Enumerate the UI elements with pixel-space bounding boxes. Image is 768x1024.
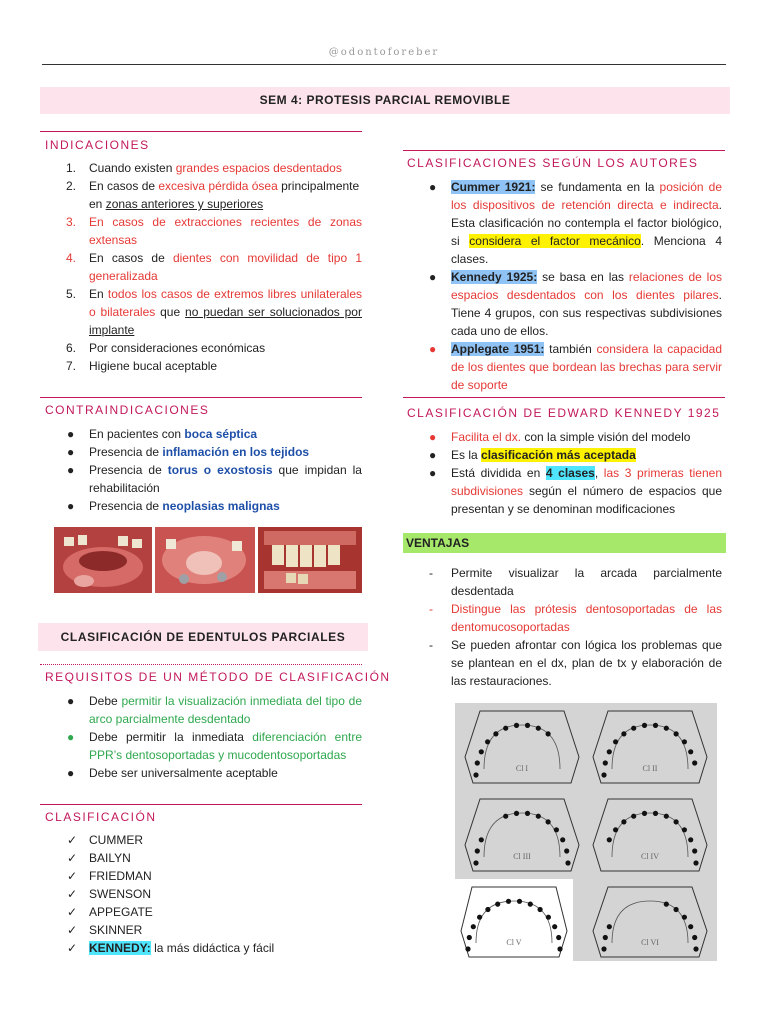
tooth-dot xyxy=(564,848,569,853)
tooth-dot xyxy=(465,946,470,951)
list-item: ● Presencia de torus o exostosis que impidan la rehabilitación xyxy=(67,463,362,495)
tooth-dot xyxy=(603,760,608,765)
list-item: ✓ CUMMER xyxy=(67,833,143,847)
tooth-dot xyxy=(525,723,530,728)
diagram-class-5 xyxy=(455,879,573,961)
tooth-dot xyxy=(479,837,484,842)
list-item: ● Presencia de inflamación en los tejidos xyxy=(67,445,310,459)
diagram-label: Cl I xyxy=(515,764,529,773)
indicaciones-list xyxy=(42,159,362,375)
list-item: ✓ BAILYN xyxy=(67,851,131,865)
tooth-dot xyxy=(467,935,472,940)
section-rule xyxy=(403,150,725,151)
diagram-label: Cl II xyxy=(642,764,658,773)
tooth-dot xyxy=(517,899,522,904)
tooth-dot xyxy=(565,860,570,865)
section-rule xyxy=(403,397,725,398)
tooth-dot xyxy=(485,907,490,912)
tooth-dot xyxy=(674,731,679,736)
tooth-dot xyxy=(607,924,612,929)
tooth-dot xyxy=(664,814,669,819)
indicaciones-heading: INDICACIONES xyxy=(45,138,150,152)
clasificacion-list xyxy=(42,831,362,957)
kennedy-class-diagrams xyxy=(455,703,717,961)
tooth-dot xyxy=(601,772,606,777)
tooth-dot xyxy=(546,915,551,920)
tooth-dot xyxy=(514,723,519,728)
clasificacion-heading: CLASIFICACIÓN xyxy=(45,810,157,824)
tooth-dot xyxy=(503,814,508,819)
autores-list xyxy=(404,178,722,394)
tooth-dot xyxy=(613,827,618,832)
list-item: 4. En casos de dientes con movilidad de tipo 1 generalizada xyxy=(66,251,363,283)
list-item: ● Está dividida en 4 clases, las 3 primeras tienen subdivisiones según el número de espacios que presentan y se denominan modificaciones xyxy=(429,466,722,516)
tooth-dot xyxy=(473,772,478,777)
tooth-dot xyxy=(631,814,636,819)
tooth-dot xyxy=(613,739,618,744)
edward-heading: CLASIFICACIÓN DE EDWARD KENNEDY 1925 xyxy=(407,406,721,420)
section-rule-dotted xyxy=(40,664,362,665)
diagram-label: Cl III xyxy=(513,852,531,861)
requisitos-heading: REQUISITOS DE UN MÉTODO DE CLASIFICACIÓN xyxy=(45,670,391,684)
tooth-dot xyxy=(471,924,476,929)
contraindicaciones-heading: CONTRAINDICACIONES xyxy=(45,403,210,417)
tooth-dot xyxy=(506,899,511,904)
list-item: ✓ FRIEDMAN xyxy=(67,869,152,883)
ventajas-list xyxy=(404,564,722,690)
list-item: ✓ SKINNER xyxy=(67,923,143,937)
list-item: ● Debe permitir la visualización inmediata del tipo de arco parcialmente desdentado xyxy=(67,694,362,726)
tooth-dot xyxy=(674,819,679,824)
page-title: SEM 4: PROTESIS PARCIAL REMOVIBLE xyxy=(40,87,730,114)
list-item: ● Debe ser universalmente aceptable xyxy=(67,766,278,780)
tooth-dot xyxy=(653,811,658,816)
mouth-photo-strip xyxy=(54,527,362,593)
list-item: - Se pueden afrontar con lógica los problemas que se plantean en el dx, plan de tx y elaboración de las restauraciones. xyxy=(429,638,722,688)
tooth-dot xyxy=(653,723,658,728)
tooth-dot xyxy=(479,749,484,754)
edward-list xyxy=(404,428,722,518)
diagram-class-6 xyxy=(593,887,707,957)
list-item: ✓ SWENSON xyxy=(67,887,152,901)
tooth-dot xyxy=(601,946,606,951)
list-item: 3. En casos de extracciones recientes de zonas extensas xyxy=(66,215,362,247)
list-item: - Permite visualizar la arcada parcialmente desdentada xyxy=(429,566,722,598)
tooth-dot xyxy=(475,848,480,853)
ventajas-heading: VENTAJAS xyxy=(403,533,726,553)
tooth-dot xyxy=(536,726,541,731)
list-item: - Distingue las prótesis dentosoportadas de las dentomucosoportadas xyxy=(429,602,722,634)
list-item: ● Facilita el dx. con la simple visión del modelo xyxy=(429,430,691,444)
list-item: ✓ APPEGATE xyxy=(67,905,153,919)
tooth-dot xyxy=(607,749,612,754)
diagram-class-4 xyxy=(593,799,707,871)
tooth-dot xyxy=(642,723,647,728)
requisitos-list xyxy=(42,692,362,782)
tooth-dot xyxy=(495,902,500,907)
tooth-dot xyxy=(688,837,693,842)
list-item: 2. En casos de excesiva pérdida ósea principalmente en zonas anteriores y superiores xyxy=(66,179,360,211)
tooth-dot xyxy=(693,946,698,951)
tooth-dot xyxy=(664,902,669,907)
diagram-label: Cl V xyxy=(506,938,522,947)
tooth-dot xyxy=(554,827,559,832)
tooth-dot xyxy=(536,814,541,819)
list-item: 6. Por consideraciones económicas xyxy=(66,341,266,355)
tooth-dot xyxy=(621,819,626,824)
contraindicaciones-list xyxy=(42,425,362,515)
section-rule xyxy=(40,804,362,805)
section-rule xyxy=(40,397,362,398)
diagram-class-1 xyxy=(465,711,579,783)
tooth-dot xyxy=(692,848,697,853)
clinical-photos xyxy=(54,527,362,593)
tooth-dot xyxy=(560,837,565,842)
tooth-dot xyxy=(688,749,693,754)
list-item: ● Kennedy 1925: se basa en las relaciones de los espacios desdentados con los dientes pilares. Tiene 4 grupos, con sus respectivas subdivisiones cada uno de ellos. xyxy=(429,270,723,338)
diagram-class-2 xyxy=(593,711,707,783)
diagram-label: Cl VI xyxy=(641,938,659,947)
list-item: ● Presencia de neoplasias malignas xyxy=(67,499,280,513)
tooth-dot xyxy=(557,946,562,951)
list-item: ● Debe permitir la inmediata diferenciación entre PPR’s dentosoportadas y mucodentosoportadas xyxy=(67,730,362,762)
tooth-dot xyxy=(538,907,543,912)
diagram-class-3 xyxy=(465,799,579,871)
tooth-dot xyxy=(514,811,519,816)
tooth-dot xyxy=(664,726,669,731)
tooth-dot xyxy=(674,907,679,912)
tooth-dot xyxy=(477,915,482,920)
list-item: ● En pacientes con boca séptica xyxy=(67,427,258,441)
tooth-dot xyxy=(546,819,551,824)
tooth-dot xyxy=(688,924,693,929)
tooth-dot xyxy=(552,924,557,929)
tooth-dot xyxy=(528,902,533,907)
edentulos-title: CLASIFICACIÓN DE EDENTULOS PARCIALES xyxy=(38,623,368,651)
tooth-dot xyxy=(621,731,626,736)
list-item: ● Es la clasificación más aceptada xyxy=(429,448,636,462)
tooth-dot xyxy=(603,935,608,940)
tooth-dot xyxy=(642,811,647,816)
tooth-dot xyxy=(692,760,697,765)
tooth-dot xyxy=(525,811,530,816)
tooth-dot xyxy=(682,739,687,744)
list-item: ● Cummer 1921: se fundamenta en la posición de los dispositivos de retención directa e indirecta. Esta clasificación no contempla el factor biológico, si considera el factor mecánico. Menciona 4 clases. xyxy=(429,180,722,266)
tooth-dot xyxy=(556,935,561,940)
header-rule xyxy=(42,64,726,65)
tooth-dot xyxy=(692,935,697,940)
tooth-dot xyxy=(682,827,687,832)
brand-watermark: @odontoforeber xyxy=(328,47,440,58)
kennedy-diagrams xyxy=(455,703,717,961)
tooth-dot xyxy=(473,860,478,865)
tooth-dot xyxy=(546,731,551,736)
autores-heading: CLASIFICACIONES SEGÚN LOS AUTORES xyxy=(407,156,699,170)
list-item: ● Applegate 1951: también considera la capacidad de los dientes que bordean las brechas para servir de soporte xyxy=(429,342,723,392)
tooth-dot xyxy=(475,760,480,765)
tooth-dot xyxy=(503,726,508,731)
list-item: 7. Higiene bucal aceptable xyxy=(66,359,218,373)
list-item: 1. Cuando existen grandes espacios desdentados xyxy=(66,161,342,175)
tooth-dot xyxy=(607,837,612,842)
tooth-dot xyxy=(485,739,490,744)
tooth-dot xyxy=(493,731,498,736)
tooth-dot xyxy=(682,915,687,920)
diagram-label: Cl IV xyxy=(641,852,659,861)
tooth-dot xyxy=(693,860,698,865)
tooth-dot xyxy=(631,726,636,731)
list-item: ✓ KENNEDY: la más didáctica y fácil xyxy=(67,941,275,955)
section-rule xyxy=(40,131,362,132)
list-item: 5. En todos los casos de extremos libres unilaterales o bilaterales que no puedan ser solucionados por implante xyxy=(66,287,362,337)
